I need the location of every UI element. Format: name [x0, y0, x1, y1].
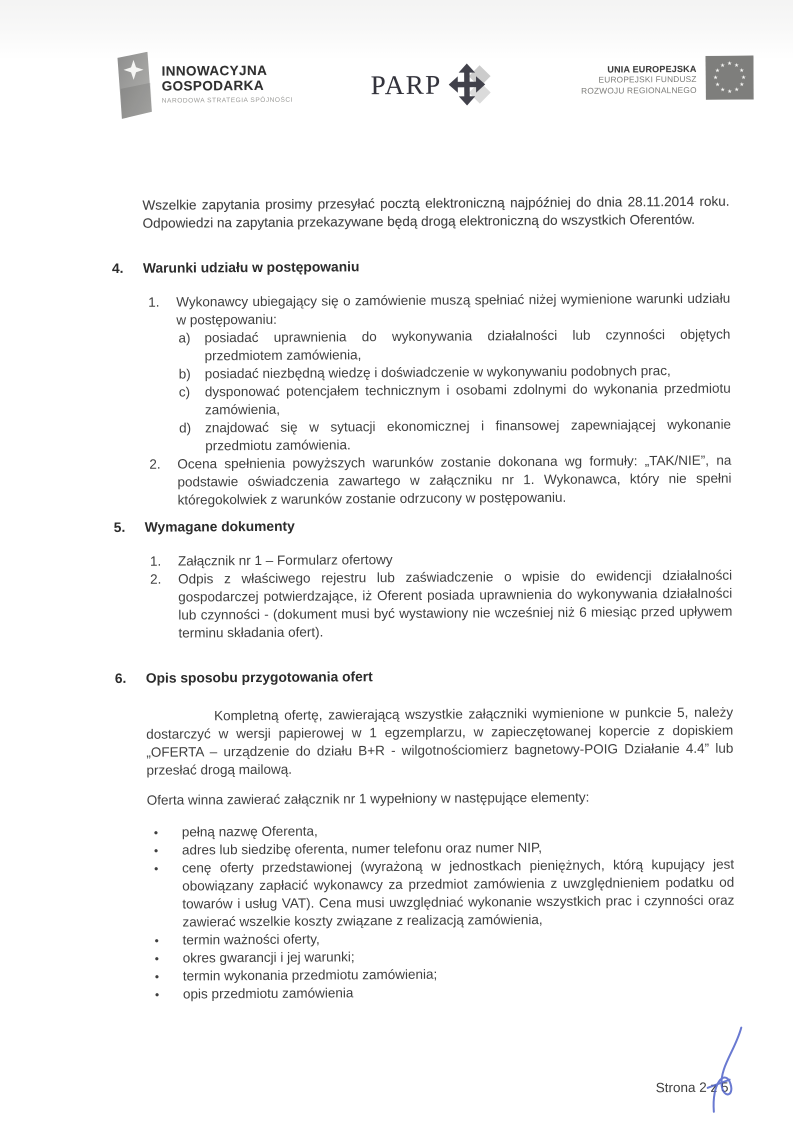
parp-wordmark: PARP	[370, 69, 442, 100]
ig-flag-icon	[112, 52, 152, 120]
parp-arrows-icon	[449, 63, 491, 105]
ig-logo-title-line1: INNOWACYJNA	[161, 62, 268, 79]
section-wymagane-dokumenty	[113, 515, 733, 643]
svg-text:★: ★	[741, 75, 747, 82]
list-item	[150, 567, 732, 643]
ig-logo-subtitle: NARODOWA STRATEGIA SPÓJNOŚCI	[161, 96, 294, 105]
body-paragraph: Oferta winna zawierać załącznik nr 1 wypełniony w następujące elementy:	[146, 789, 590, 808]
sub-list-item	[179, 416, 731, 456]
svg-text:★: ★	[714, 68, 720, 75]
bullet-item	[154, 856, 734, 932]
section-number: 5.	[113, 519, 126, 535]
bullet-text: termin wykonania przedmiotu zamówienia;	[182, 966, 438, 984]
list-marker: 2.	[149, 456, 161, 472]
eu-logo-line3: ROZWOJU REGIONALNEGO	[581, 84, 697, 96]
list-marker: d)	[179, 420, 192, 436]
list-marker: c)	[178, 384, 191, 400]
bullet-text: termin ważności oferty,	[182, 931, 320, 948]
list-text: posiadać uprawnienia do wykonywania działalności lub czynności objętych przedmiotem zamówienia,	[204, 326, 731, 364]
eu-flag-icon	[705, 55, 753, 99]
list-item	[149, 452, 731, 510]
bullet-icon: •	[153, 843, 159, 858]
list-text: Załącznik nr 1 – Formularz ofertowy	[177, 552, 393, 569]
signature-mark	[695, 1023, 760, 1115]
section-heading	[112, 256, 730, 278]
list-marker: 2.	[150, 571, 162, 587]
section-title: Wymagane dokumenty	[144, 518, 295, 535]
section-title: Warunki udziału w postępowaniu	[142, 259, 360, 276]
svg-text:★: ★	[734, 62, 740, 70]
bullet-item	[155, 982, 735, 1004]
bullet-list	[147, 820, 735, 1004]
list-marker: b)	[178, 366, 191, 382]
logo-parp	[371, 63, 491, 106]
section-number: 4.	[111, 260, 124, 276]
list-text: Odpis z właściwego rejestru lub zaświadczenie o wpisie do ewidencji działalności gospodarczej potwierdzające, iż Oferent posiada uprawnienia do wykonywania działalności lub czynności - (dokument musi być wystawiony nie wcześniej niż 6 miesiąc przed upływem terminu składania ofert).	[178, 567, 733, 641]
list-text: dysponować potencjałem technicznym i osobami zdolnymi do wykonania przedmiotu zamówienia,	[204, 380, 731, 418]
list-marker: 1.	[149, 553, 162, 569]
svg-text:★: ★	[715, 82, 721, 89]
list-text: Ocena spełnienia powyższych warunków zostanie dokonana wg formuły: „TAK/NIE”, na podstawie oświadczenia zawartego w załączniku nr 1. Wykonawca, który nie spełni któregokolwiek z warunków zostanie odrzucony w postępowaniu.	[177, 452, 732, 508]
svg-text:★: ★	[734, 87, 740, 94]
eu-logo-line1: UNIA EUROPEJSKA	[607, 63, 697, 75]
bullet-text: opis przedmiotu zamówienia	[182, 985, 354, 1002]
svg-text:★: ★	[727, 89, 733, 96]
svg-text:★: ★	[739, 68, 745, 75]
bullet-icon: •	[154, 951, 160, 966]
section-heading	[115, 666, 733, 688]
svg-text:★: ★	[720, 63, 726, 70]
ig-logo-title	[162, 63, 293, 94]
logo-eu	[564, 55, 753, 100]
bullet-text: cenę oferty przedstawionej (wyrażoną w jednostkach pieniężnych, którą kupujący jest obowiązany zapłacić wykonawcy za przedmiot zamówienia z uwzględnieniem podatku od towarów i usług VAT). Cena musi uwzględniać wykonanie wszystkich prac i czynności oraz zawierać wszelkie koszty związane z realizacją zamówienia,	[182, 856, 735, 930]
list-item	[148, 290, 730, 330]
bullet-icon: •	[153, 825, 159, 840]
svg-text:★: ★	[720, 87, 726, 94]
svg-text:★: ★	[713, 75, 719, 82]
section-heading	[114, 515, 732, 537]
list-text: znajdować się w sytuacji ekonomicznej i finansowej zapewniającej wykonanie przedmiotu zamówienia.	[205, 416, 732, 454]
section-title: Opis sposobu przygotowania ofert	[145, 669, 373, 686]
bullet-icon: •	[154, 861, 159, 876]
page-number: Strona 2 z 5	[655, 1079, 729, 1096]
bullet-icon: •	[154, 969, 160, 984]
eu-logo-line2: EUROPEJSKI FUNDUSZ	[598, 73, 697, 85]
intro-paragraph: Wszelkie zapytania prosimy przesyłać pocztą elektroniczną najpóźniej do dnia 28.11.2014 roku. Odpowiedzi na zapytania przekazywane będą drogą elektroniczną do wszystkich Oferentów.	[142, 193, 730, 231]
ig-logo-title-line2: GOSPODARKA	[161, 77, 264, 94]
svg-text:★: ★	[727, 61, 733, 68]
sub-list-item	[178, 326, 730, 366]
svg-text:★: ★	[739, 82, 745, 89]
bullet-icon: •	[154, 933, 159, 948]
bullet-text: pełną nazwę Oferenta,	[181, 823, 318, 840]
body-paragraph: Kompletną ofertę, zawierającą wszystkie załączniki wymienione w punkcie 5, należy dostarczyć w wersji papierowej w 1 egzemplarzu, w zapieczętowanej kopercie z dopiskiem „OFERTA – urządzenie do działu B+R - wilgotnościomierz bagnetowy-POIG Działanie 4.4” lub przesłać drogą mailową.	[146, 704, 734, 778]
list-text: posiadać niezbędną wiedzę i doświadczenie w wykonywaniu podobnych prac,	[204, 363, 671, 382]
sub-list-item	[179, 380, 731, 420]
section-opis-przygotowania-ofert	[114, 666, 735, 1004]
section-number: 6.	[114, 670, 127, 686]
bullet-text: adres lub siedzibę oferenta, numer telefonu oraz numer NIP,	[181, 839, 543, 858]
list-marker: a)	[178, 330, 191, 346]
section-warunki-udzialu	[111, 256, 732, 510]
list-text: Wykonawcy ubiegający się o zamówienie muszą spełniać niżej wymienione warunki udziału w postępowaniu:	[176, 290, 731, 328]
bullet-icon: •	[154, 987, 160, 1002]
logo-innowacyjna-gospodarka	[112, 51, 293, 120]
bullet-text: okres gwarancji i jej warunki;	[182, 949, 355, 966]
list-marker: 1.	[148, 294, 160, 310]
